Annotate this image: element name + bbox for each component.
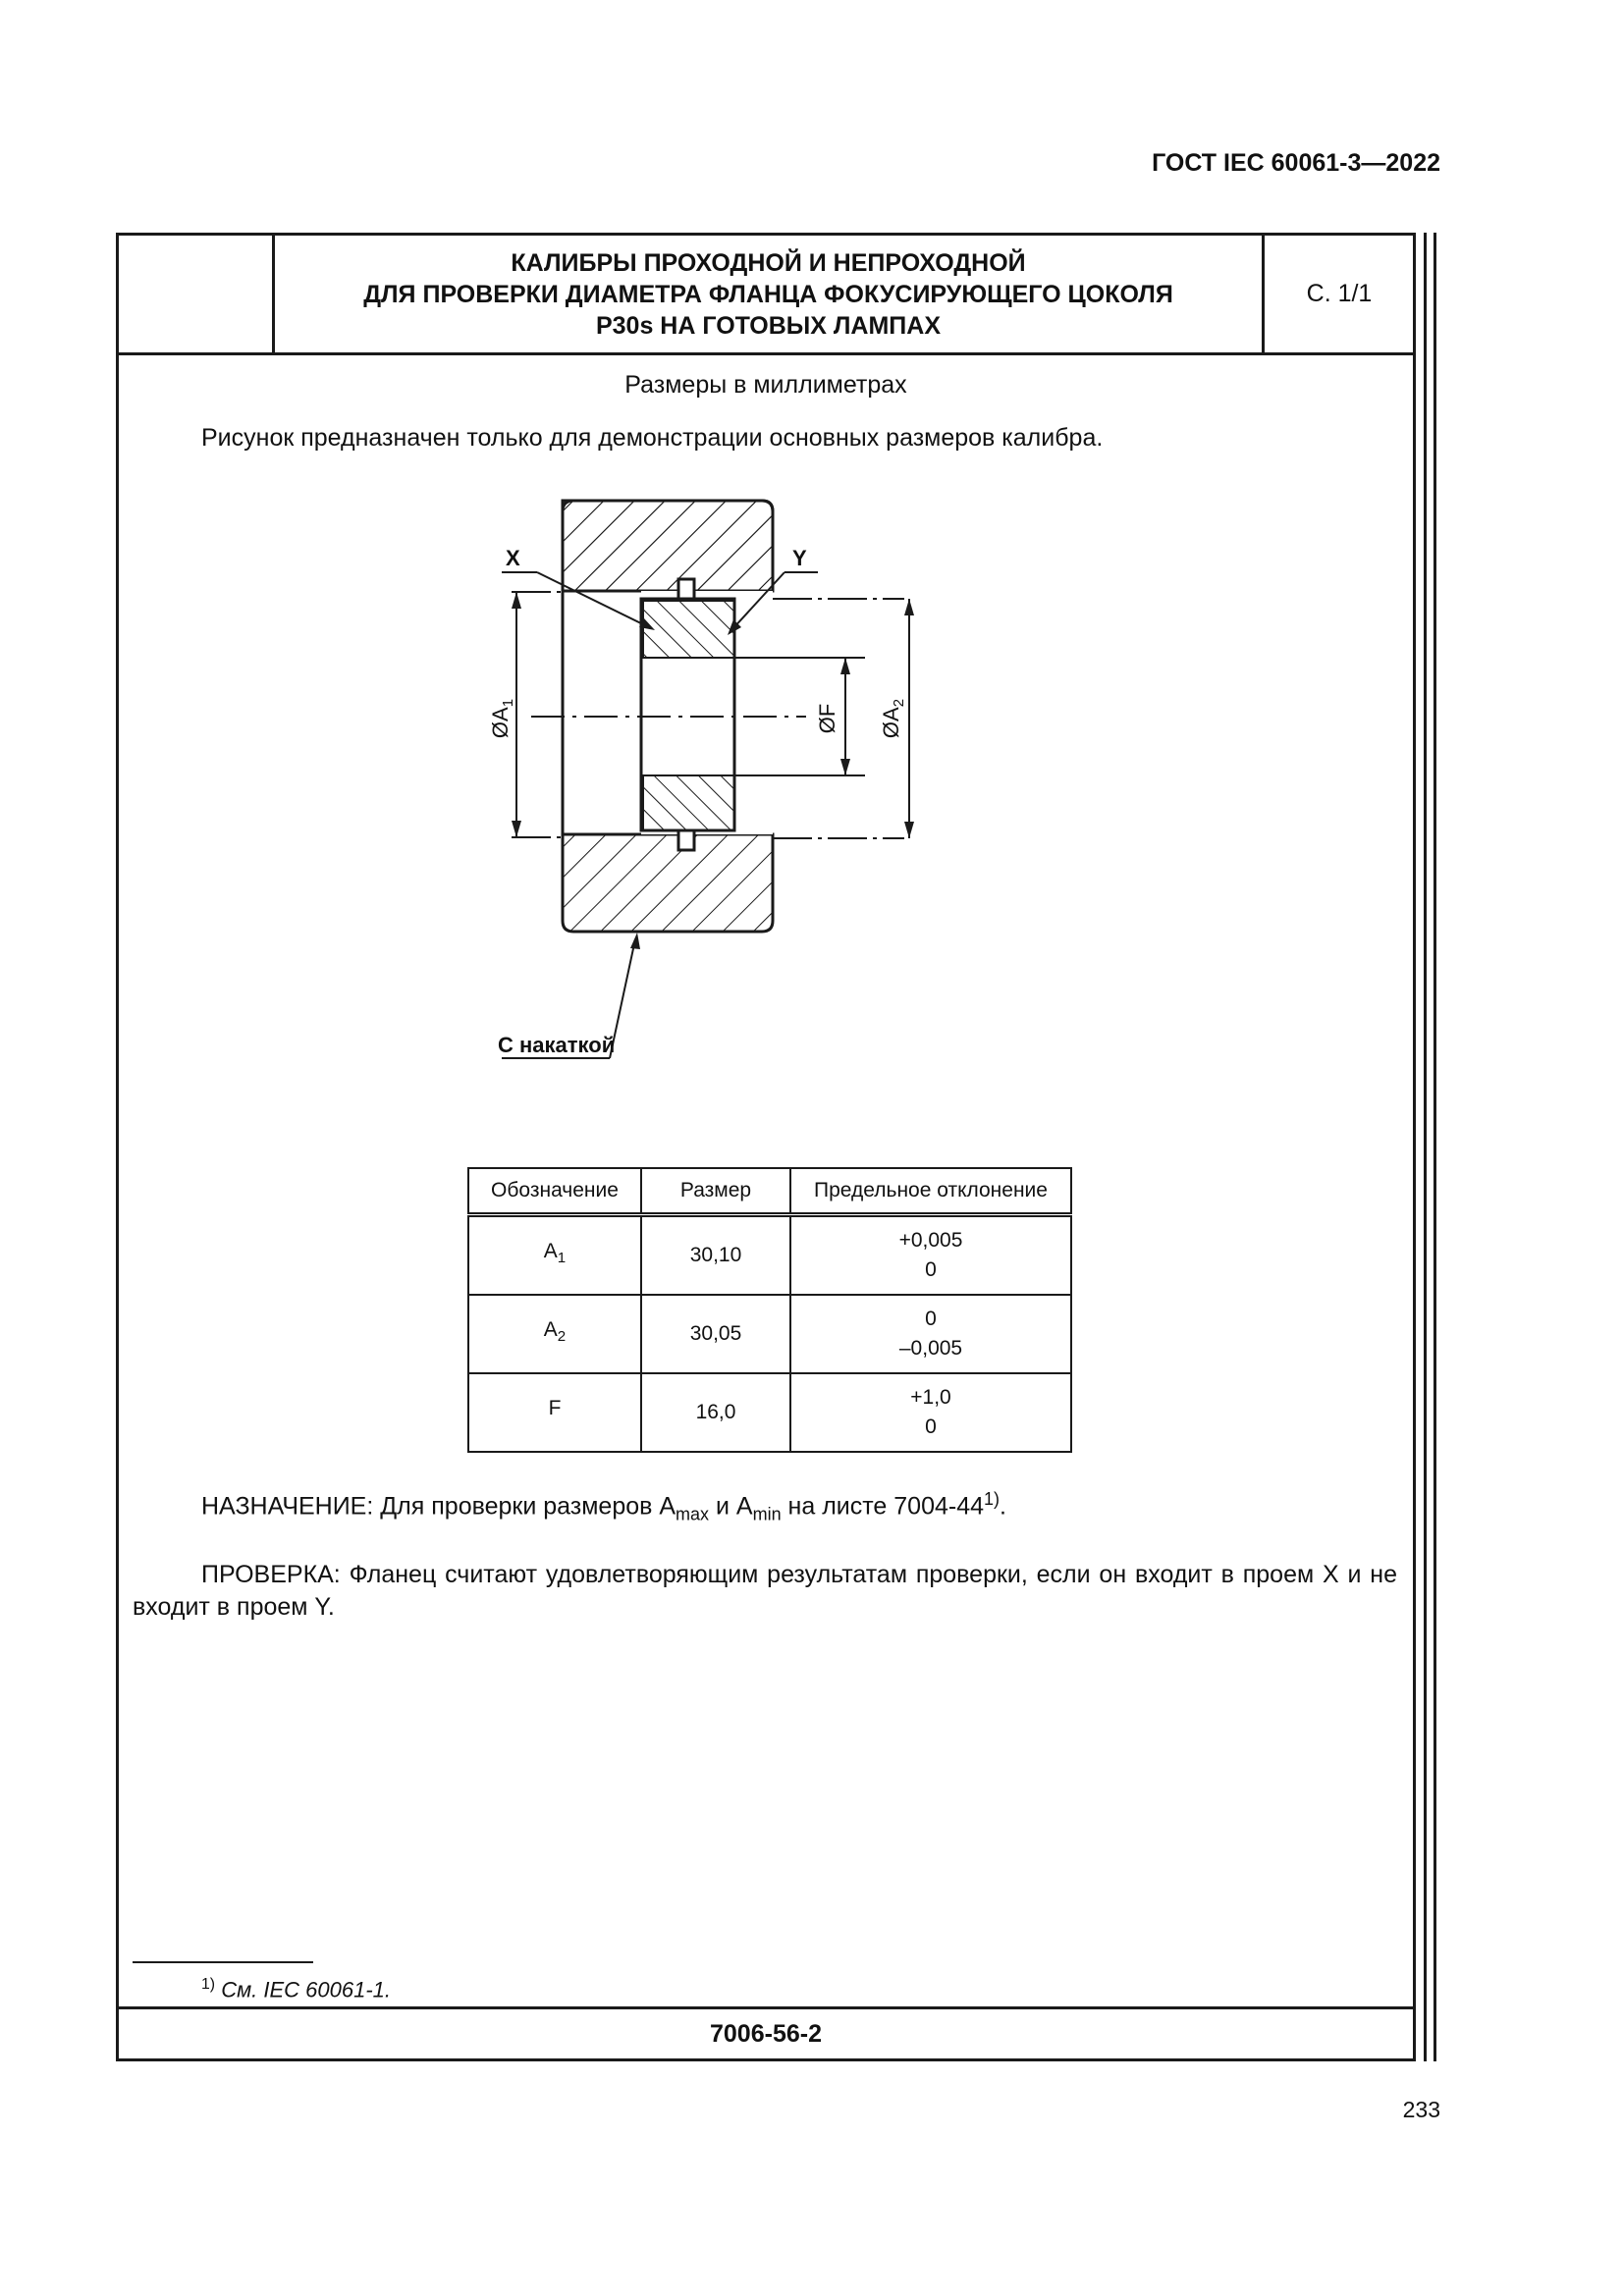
col-tolerance: Предельное отклонение bbox=[790, 1168, 1071, 1215]
title-line-3: P30s НА ГОТОВЫХ ЛАМПАХ bbox=[595, 311, 942, 340]
document-title bbox=[275, 236, 1265, 352]
title-block bbox=[119, 236, 1413, 355]
dimension-a1 bbox=[488, 592, 521, 837]
dimension-f bbox=[815, 658, 850, 775]
standard-designation: ГОСТ IEC 60061-3—2022 bbox=[1152, 149, 1440, 177]
frame-double-line bbox=[1424, 233, 1427, 2061]
drawing-frame bbox=[116, 233, 1416, 2061]
knurl-label: С накаткой bbox=[498, 1033, 616, 1057]
svg-text:ØA1 bbox=[488, 699, 516, 738]
cell-symbol: $A_1$ bbox=[468, 1215, 641, 1296]
title-line-2: ДЛЯ ПРОВЕРКИ ДИАМЕТРА ФЛАНЦА ФОКУСИРУЮЩЕГО ЦОКОЛЯ bbox=[363, 280, 1173, 308]
cell-tolerance: +0,005 0 bbox=[790, 1215, 1071, 1296]
frame-double-line bbox=[1434, 233, 1436, 2061]
table-row bbox=[468, 1373, 1071, 1452]
dim-a1-label: ØA bbox=[488, 707, 513, 739]
check-paragraph: ПРОВЕРКА: Фланец считают удовлетворяющим результатам проверки, если он входит в проем X и не входит в проем Y. bbox=[133, 1561, 1397, 1621]
title-line-1: КАЛИБРЫ ПРОХОДНОЙ И НЕПРОХОДНОЙ bbox=[511, 248, 1026, 277]
cell-size: 30,05 bbox=[641, 1295, 790, 1373]
dim-f-label: ØF bbox=[815, 703, 839, 734]
footnote-divider bbox=[133, 1961, 313, 1963]
cell-tolerance: 0 –0,005 bbox=[790, 1295, 1071, 1373]
figure-note: Рисунок предназначен только для демонстрации основных размеров калибра. bbox=[201, 424, 1104, 452]
purpose-paragraph: НАЗНАЧЕНИЕ: Для проверки размеров $A_{max}$ и $A_{min}$ на листе 7004-44$^{1)}$. bbox=[201, 1489, 1006, 1524]
dim-a2-label: ØA bbox=[879, 707, 903, 739]
page-number: 233 bbox=[1402, 2097, 1440, 2122]
table-row bbox=[468, 1215, 1071, 1296]
col-designation: Обозначение bbox=[468, 1168, 641, 1215]
cell-size: 16,0 bbox=[641, 1373, 790, 1452]
cell-size: 30,10 bbox=[641, 1215, 790, 1296]
dim-a2-sub: 2 bbox=[891, 698, 907, 708]
cell-tolerance: +1,0 0 bbox=[790, 1373, 1071, 1452]
label-y: Y bbox=[792, 546, 807, 570]
gauge-drawing bbox=[488, 501, 1140, 1090]
leader-knurl bbox=[498, 933, 640, 1058]
sheet-number: 7006-56-2 bbox=[119, 2006, 1413, 2058]
table-row bbox=[468, 1295, 1071, 1373]
dim-a1-sub: 1 bbox=[500, 698, 516, 708]
col-size: Размер bbox=[641, 1168, 790, 1215]
svg-text:ØA2 bbox=[879, 699, 907, 738]
cell-symbol: $A_2$ bbox=[468, 1295, 641, 1373]
units-note: Размеры в миллиметрах bbox=[624, 371, 907, 399]
dimensions-table bbox=[467, 1167, 1072, 1453]
footnote: $^{1)}$ См. IEC 60061-1. bbox=[201, 1976, 392, 2002]
title-left-cell bbox=[119, 236, 275, 352]
label-x: X bbox=[506, 546, 520, 570]
cell-symbol: F bbox=[468, 1373, 641, 1452]
dimension-a2 bbox=[879, 599, 914, 838]
sheet-indicator: С. 1/1 bbox=[1306, 280, 1373, 307]
